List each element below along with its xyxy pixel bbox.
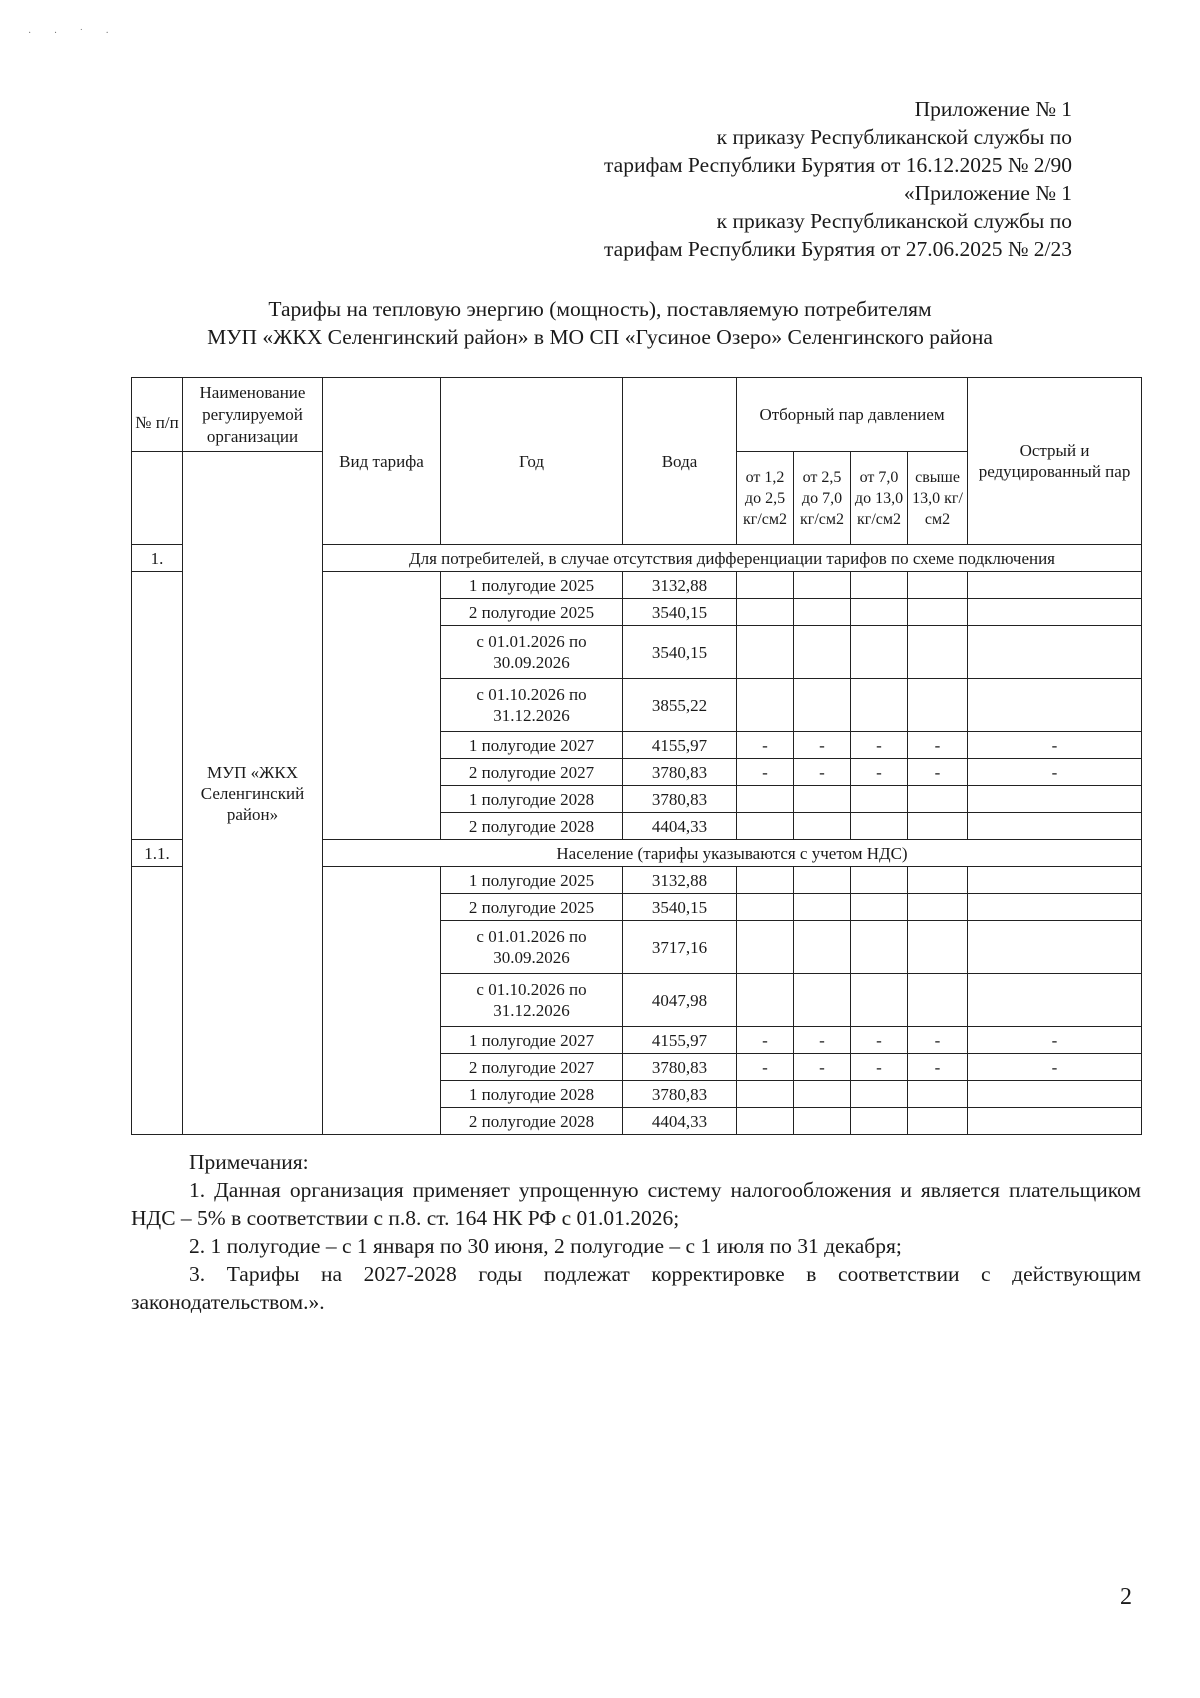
steam-cell — [851, 679, 908, 732]
period-cell: 2 полугодие 2028 — [441, 813, 623, 840]
note-item: 2. 1 полугодие – с 1 января по 30 июня, 2 полугодие – с 1 июля по 31 декабря; — [189, 1234, 902, 1258]
period-cell: 2 полугодие 2027 — [441, 1054, 623, 1081]
steam-cell — [794, 813, 851, 840]
section-number: 1. — [132, 545, 183, 572]
steam-cell — [908, 921, 968, 974]
steam-cell: - — [908, 1027, 968, 1054]
header-num: № п/п — [132, 378, 183, 452]
period-cell: 1 полугодие 2025 — [441, 867, 623, 894]
document-title — [0, 295, 1200, 351]
header-line: Приложение № 1 — [914, 97, 1072, 121]
steam-cell — [908, 572, 968, 599]
steam-cell: - — [737, 732, 794, 759]
steam-cell — [794, 894, 851, 921]
steam-cell — [737, 626, 794, 679]
steam-cell — [737, 786, 794, 813]
header-org: Наименование регулируемой организации — [183, 378, 323, 452]
header-steam-3: от 7,0 до 13,0 кг/см2 — [851, 452, 908, 545]
period-cell: 2 полугодие 2025 — [441, 599, 623, 626]
header-line: «Приложение № 1 — [903, 181, 1072, 205]
tariff-table — [131, 377, 1142, 1135]
row-num-cell — [132, 867, 183, 1135]
steam-cell — [737, 572, 794, 599]
period-cell: с 01.01.2026 по 30.09.2026 — [441, 626, 623, 679]
notes-heading: Примечания: — [189, 1150, 309, 1174]
steam-cell — [908, 626, 968, 679]
steam-cell: - — [794, 759, 851, 786]
sharp-steam-cell — [968, 626, 1142, 679]
header-water: Вода — [623, 378, 737, 545]
period-cell: с 01.10.2026 по 31.12.2026 — [441, 974, 623, 1027]
header-sharp-steam: Острый и редуцированный пар — [968, 378, 1142, 545]
steam-cell — [908, 894, 968, 921]
section-caption: Для потребителей, в случае отсутствия дифференциации тарифов по схеме подключения — [323, 545, 1142, 572]
section-number: 1.1. — [132, 840, 183, 867]
steam-cell — [851, 572, 908, 599]
header-tariff-type: Вид тарифа — [323, 378, 441, 545]
water-cell: 4155,97 — [623, 732, 737, 759]
water-cell: 4404,33 — [623, 813, 737, 840]
sharp-steam-cell — [968, 974, 1142, 1027]
header-num-blank — [132, 452, 183, 545]
tariff-type-cell — [323, 867, 441, 1135]
period-cell: с 01.10.2026 по 31.12.2026 — [441, 679, 623, 732]
note-item: 1. Данная организация применяет упрощенную систему налогообложения и является плательщиком НДС – 5% в соответствии с п.8. ст. 164 НК РФ с 01.01.2026; — [131, 1178, 1141, 1230]
steam-cell — [794, 599, 851, 626]
steam-cell — [794, 921, 851, 974]
steam-cell: - — [908, 732, 968, 759]
steam-cell — [794, 1081, 851, 1108]
period-cell: 1 полугодие 2025 — [441, 572, 623, 599]
steam-cell — [851, 974, 908, 1027]
water-cell: 3540,15 — [623, 626, 737, 679]
steam-cell — [737, 894, 794, 921]
header-steam-1: от 1,2 до 2,5 кг/см2 — [737, 452, 794, 545]
header-steam-4: свыше 13,0 кг/см2 — [908, 452, 968, 545]
steam-cell: - — [794, 732, 851, 759]
steam-cell — [908, 599, 968, 626]
header-line: к приказу Республиканской службы по — [716, 209, 1072, 233]
notes — [131, 1148, 1141, 1316]
steam-cell — [794, 679, 851, 732]
steam-cell — [737, 921, 794, 974]
sharp-steam-cell — [968, 599, 1142, 626]
steam-cell — [908, 813, 968, 840]
steam-cell: - — [794, 1054, 851, 1081]
sharp-steam-cell: - — [968, 759, 1142, 786]
sharp-steam-cell — [968, 786, 1142, 813]
sharp-steam-cell: - — [968, 732, 1142, 759]
period-cell: 1 полугодие 2028 — [441, 1081, 623, 1108]
steam-cell: - — [908, 759, 968, 786]
sharp-steam-cell: - — [968, 1027, 1142, 1054]
sharp-steam-cell — [968, 813, 1142, 840]
steam-cell — [908, 974, 968, 1027]
steam-cell: - — [851, 1027, 908, 1054]
row-num-cell — [132, 572, 183, 840]
water-cell: 3132,88 — [623, 867, 737, 894]
header-line: тарифам Республики Бурятия от 16.12.2025 № 2/90 — [604, 153, 1072, 177]
steam-cell — [851, 1108, 908, 1135]
header-year: Год — [441, 378, 623, 545]
steam-cell — [737, 679, 794, 732]
steam-cell — [794, 786, 851, 813]
sharp-steam-cell — [968, 572, 1142, 599]
water-cell: 4155,97 — [623, 1027, 737, 1054]
sharp-steam-cell — [968, 1108, 1142, 1135]
steam-cell: - — [737, 1027, 794, 1054]
steam-cell — [851, 867, 908, 894]
steam-cell — [737, 1108, 794, 1135]
steam-cell: - — [908, 1054, 968, 1081]
steam-cell — [851, 599, 908, 626]
steam-cell — [794, 626, 851, 679]
water-cell: 3780,83 — [623, 759, 737, 786]
water-cell: 3132,88 — [623, 572, 737, 599]
page-number: 2 — [1120, 1584, 1132, 1610]
steam-cell — [908, 1081, 968, 1108]
water-cell: 4404,33 — [623, 1108, 737, 1135]
steam-cell — [908, 867, 968, 894]
header-steam-2: от 2,5 до 7,0 кг/см2 — [794, 452, 851, 545]
water-cell: 3540,15 — [623, 894, 737, 921]
period-cell: с 01.01.2026 по 30.09.2026 — [441, 921, 623, 974]
water-cell: 4047,98 — [623, 974, 737, 1027]
steam-cell — [737, 1081, 794, 1108]
steam-cell: - — [737, 1054, 794, 1081]
steam-cell — [908, 1108, 968, 1135]
steam-cell — [851, 1081, 908, 1108]
appendix-header — [604, 95, 1072, 263]
steam-cell — [851, 786, 908, 813]
header-row — [132, 378, 1142, 452]
water-cell: 3780,83 — [623, 786, 737, 813]
org-name-cell: МУП «ЖКХ Селенгинский район» — [183, 452, 323, 1135]
steam-cell — [908, 679, 968, 732]
steam-cell — [737, 813, 794, 840]
title-line-1: Тарифы на тепловую энергию (мощность), поставляемую потребителям — [268, 297, 932, 321]
note-item: 3. Тарифы на 2027-2028 годы подлежат корректировке в соответствии с действующим законодательством.». — [131, 1262, 1141, 1314]
scan-specks: · · ˙ · — [28, 28, 119, 39]
period-cell: 1 полугодие 2028 — [441, 786, 623, 813]
section-caption: Население (тарифы указываются с учетом НДС) — [323, 840, 1142, 867]
steam-cell — [794, 974, 851, 1027]
sharp-steam-cell — [968, 679, 1142, 732]
period-cell: 2 полугодие 2028 — [441, 1108, 623, 1135]
tariff-type-cell — [323, 572, 441, 840]
sharp-steam-cell — [968, 1081, 1142, 1108]
steam-cell: - — [851, 732, 908, 759]
water-cell: 3855,22 — [623, 679, 737, 732]
steam-cell: - — [851, 759, 908, 786]
steam-cell: - — [737, 759, 794, 786]
water-cell: 3540,15 — [623, 599, 737, 626]
sharp-steam-cell: - — [968, 1054, 1142, 1081]
water-cell: 3780,83 — [623, 1054, 737, 1081]
header-line: к приказу Республиканской службы по — [716, 125, 1072, 149]
steam-cell — [794, 1108, 851, 1135]
steam-cell — [794, 867, 851, 894]
steam-cell — [851, 894, 908, 921]
steam-cell — [737, 867, 794, 894]
period-cell: 1 полугодие 2027 — [441, 732, 623, 759]
steam-cell — [851, 813, 908, 840]
period-cell: 1 полугодие 2027 — [441, 1027, 623, 1054]
header-line: тарифам Республики Бурятия от 27.06.2025 № 2/23 — [604, 237, 1072, 261]
steam-cell — [737, 974, 794, 1027]
sharp-steam-cell — [968, 894, 1142, 921]
steam-cell — [794, 572, 851, 599]
header-steam: Отборный пар давлением — [737, 378, 968, 452]
steam-cell — [851, 626, 908, 679]
steam-cell — [908, 786, 968, 813]
sharp-steam-cell — [968, 867, 1142, 894]
sharp-steam-cell — [968, 921, 1142, 974]
steam-cell — [851, 921, 908, 974]
steam-cell — [737, 599, 794, 626]
period-cell: 2 полугодие 2025 — [441, 894, 623, 921]
water-cell: 3780,83 — [623, 1081, 737, 1108]
water-cell: 3717,16 — [623, 921, 737, 974]
period-cell: 2 полугодие 2027 — [441, 759, 623, 786]
title-line-2: МУП «ЖКХ Селенгинский район» в МО СП «Гусиное Озеро» Селенгинского района — [207, 325, 993, 349]
steam-cell: - — [794, 1027, 851, 1054]
steam-cell: - — [851, 1054, 908, 1081]
